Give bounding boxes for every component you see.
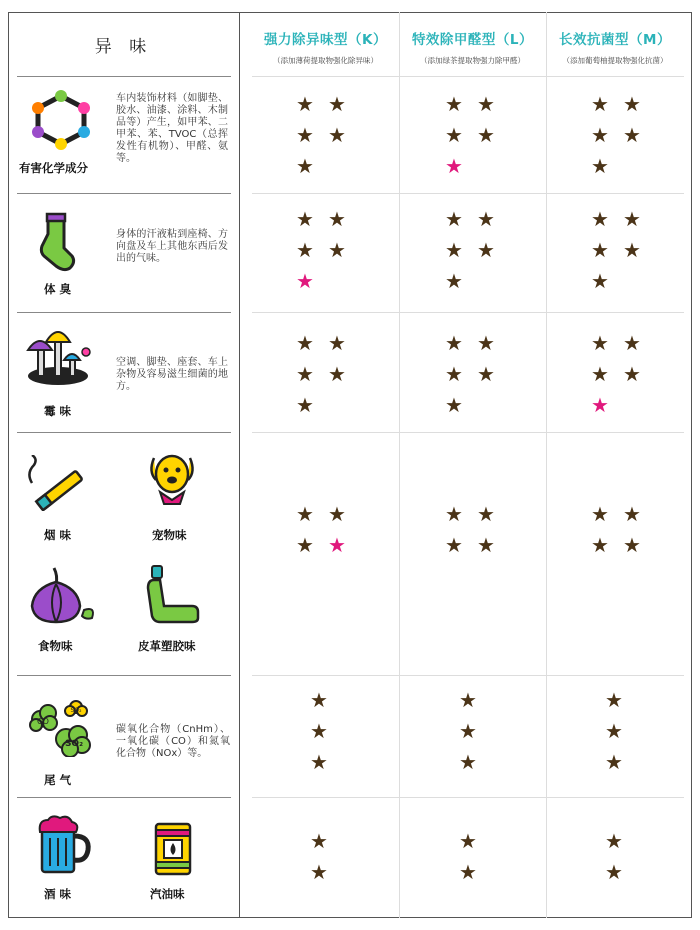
- exhaust-so2-text: SO₂: [64, 739, 84, 749]
- rating-star-icon: ★: [328, 92, 346, 116]
- exhaust-icon: [26, 697, 96, 757]
- rating-star-half-icon: ★: [328, 533, 346, 557]
- row-desc-mold: 空调、脚垫、座套、车上杂物及容易滋生细菌的地方。: [116, 357, 228, 392]
- rating-star-icon: ★: [310, 829, 328, 853]
- rating-star-icon: ★: [623, 331, 641, 355]
- rating-star-icon: ★: [623, 502, 641, 526]
- odor-header-title: 异 味: [94, 36, 153, 57]
- rating-star-icon: ★: [310, 688, 328, 712]
- rating-star-icon: ★: [296, 92, 314, 116]
- rating-star-icon: ★: [445, 92, 463, 116]
- rating-star-icon: ★: [591, 331, 609, 355]
- rating-star-icon: ★: [310, 860, 328, 884]
- rating-star-icon: ★: [591, 502, 609, 526]
- row-label-exhaust: 尾 气: [44, 773, 72, 787]
- row-desc-chemicals: 车内装饰材料（如脚垫、胶水、油漆、涂料、木制品等）产生，如甲苯、二甲苯、苯、TVOC（总挥发性有机物）、甲醛、氨等。: [116, 93, 228, 164]
- rating-star-icon: ★: [605, 719, 623, 743]
- column-header-m: [546, 12, 684, 76]
- rating-star-icon: ★: [477, 123, 495, 147]
- rating-star-icon: ★: [296, 502, 314, 526]
- table-frame: [8, 12, 692, 918]
- rating-star-icon: ★: [459, 750, 477, 774]
- exhaust-co-text: CO: [37, 717, 49, 726]
- rating-star-icon: ★: [591, 269, 609, 293]
- rating-star-icon: ★: [296, 362, 314, 386]
- rating-star-icon: ★: [459, 829, 477, 853]
- rating-star-half-icon: ★: [445, 154, 463, 178]
- rating-star-icon: ★: [296, 123, 314, 147]
- rating-star-icon: ★: [328, 207, 346, 231]
- rating-star-icon: ★: [605, 750, 623, 774]
- row-divider: [17, 312, 231, 313]
- rating-star-icon: ★: [477, 331, 495, 355]
- rating-star-half-icon: ★: [296, 269, 314, 293]
- row-divider: [252, 797, 684, 798]
- rating-star-icon: ★: [445, 331, 463, 355]
- leather-seat-icon: [144, 564, 200, 624]
- row-label-leather: 皮革塑胶味: [138, 639, 196, 653]
- rating-star-icon: ★: [310, 750, 328, 774]
- column-subtitle: （添加葡萄柚提取物强化抗菌）: [562, 56, 668, 65]
- rating-star-icon: ★: [445, 123, 463, 147]
- beer-mug-icon: [36, 814, 92, 876]
- molecule-icon: [26, 88, 96, 150]
- rating-star-icon: ★: [605, 829, 623, 853]
- rating-star-icon: ★: [328, 502, 346, 526]
- rating-star-icon: ★: [591, 154, 609, 178]
- rating-star-icon: ★: [477, 207, 495, 231]
- rating-star-icon: ★: [459, 719, 477, 743]
- rating-star-icon: ★: [445, 238, 463, 262]
- column-header-k: [252, 12, 399, 76]
- rating-star-icon: ★: [328, 123, 346, 147]
- row-label-pet: 宠物味: [152, 528, 187, 542]
- rating-star-icon: ★: [445, 502, 463, 526]
- column-divider: [399, 12, 400, 918]
- row-divider: [17, 76, 231, 77]
- rating-star-icon: ★: [591, 123, 609, 147]
- rating-star-icon: ★: [296, 207, 314, 231]
- row-label-smoke: 烟 味: [44, 528, 72, 542]
- rating-star-icon: ★: [296, 533, 314, 557]
- column-divider: [239, 12, 240, 918]
- row-divider: [252, 432, 684, 433]
- rating-star-icon: ★: [296, 154, 314, 178]
- rating-star-icon: ★: [591, 207, 609, 231]
- rating-star-icon: ★: [605, 860, 623, 884]
- row-desc-exhaust: 碳氧化合物（CnHm）、一氧化碳（CO）和氮氧化合物（NOx）等。: [116, 724, 230, 759]
- column-title: 特效除甲醛型（L）: [411, 32, 534, 48]
- row-divider: [252, 675, 684, 676]
- column-title: 长效抗菌型（M）: [559, 32, 671, 48]
- rating-star-icon: ★: [623, 92, 641, 116]
- rating-star-icon: ★: [445, 269, 463, 293]
- rating-star-icon: ★: [591, 362, 609, 386]
- rating-star-icon: ★: [445, 362, 463, 386]
- rating-star-icon: ★: [445, 207, 463, 231]
- rating-star-icon: ★: [623, 533, 641, 557]
- rating-star-icon: ★: [459, 688, 477, 712]
- rating-star-icon: ★: [605, 688, 623, 712]
- rating-star-icon: ★: [445, 533, 463, 557]
- column-subtitle: （添加绿茶提取物强力除甲醛）: [420, 56, 525, 65]
- row-divider: [17, 193, 231, 194]
- rating-star-icon: ★: [296, 238, 314, 262]
- rating-star-icon: ★: [591, 533, 609, 557]
- column-subtitle: （添加薄荷提取物强化除异味）: [273, 56, 378, 65]
- garlic-icon: [26, 566, 98, 626]
- row-label-alcohol: 酒 味: [44, 887, 72, 901]
- rating-star-icon: ★: [477, 533, 495, 557]
- rating-star-half-icon: ★: [591, 393, 609, 417]
- row-divider: [17, 675, 231, 676]
- rating-star-icon: ★: [623, 207, 641, 231]
- exhaust-so2-small-text: SO₂: [70, 707, 82, 714]
- rating-star-icon: ★: [623, 362, 641, 386]
- row-divider: [252, 312, 684, 313]
- row-divider: [17, 432, 231, 433]
- rating-star-icon: ★: [591, 92, 609, 116]
- row-divider: [17, 797, 231, 798]
- column-title: 强力除异味型（K）: [264, 32, 387, 48]
- row-label-mold: 霉 味: [44, 404, 72, 418]
- row-desc-body-odor: 身体的汗液粘到座椅、方向盘及车上其他东西后发出的气味。: [116, 229, 228, 264]
- rating-star-icon: ★: [445, 393, 463, 417]
- rating-star-icon: ★: [328, 238, 346, 262]
- row-label-food: 食物味: [38, 639, 73, 653]
- mushroom-mold-icon: [24, 322, 94, 388]
- dog-icon: [146, 450, 198, 508]
- rating-star-icon: ★: [477, 502, 495, 526]
- rating-star-icon: ★: [477, 238, 495, 262]
- cigarette-icon: [24, 455, 90, 511]
- rating-star-icon: ★: [623, 238, 641, 262]
- row-label-chemicals: 有害化学成分: [19, 161, 88, 175]
- sock-icon: [34, 212, 78, 274]
- row-divider: [252, 76, 684, 77]
- rating-star-icon: ★: [623, 123, 641, 147]
- rating-star-icon: ★: [477, 92, 495, 116]
- rating-star-icon: ★: [310, 719, 328, 743]
- rating-star-icon: ★: [591, 238, 609, 262]
- column-header-l: [399, 12, 546, 76]
- rating-star-icon: ★: [459, 860, 477, 884]
- rating-star-icon: ★: [328, 331, 346, 355]
- row-label-gasoline: 汽油味: [150, 887, 185, 901]
- rating-star-icon: ★: [328, 362, 346, 386]
- column-divider: [546, 12, 547, 918]
- rating-star-icon: ★: [296, 331, 314, 355]
- rating-star-icon: ★: [296, 393, 314, 417]
- row-label-body-odor: 体 臭: [44, 282, 72, 296]
- rating-star-icon: ★: [477, 362, 495, 386]
- row-divider: [252, 193, 684, 194]
- gasoline-barrel-icon: [152, 822, 194, 876]
